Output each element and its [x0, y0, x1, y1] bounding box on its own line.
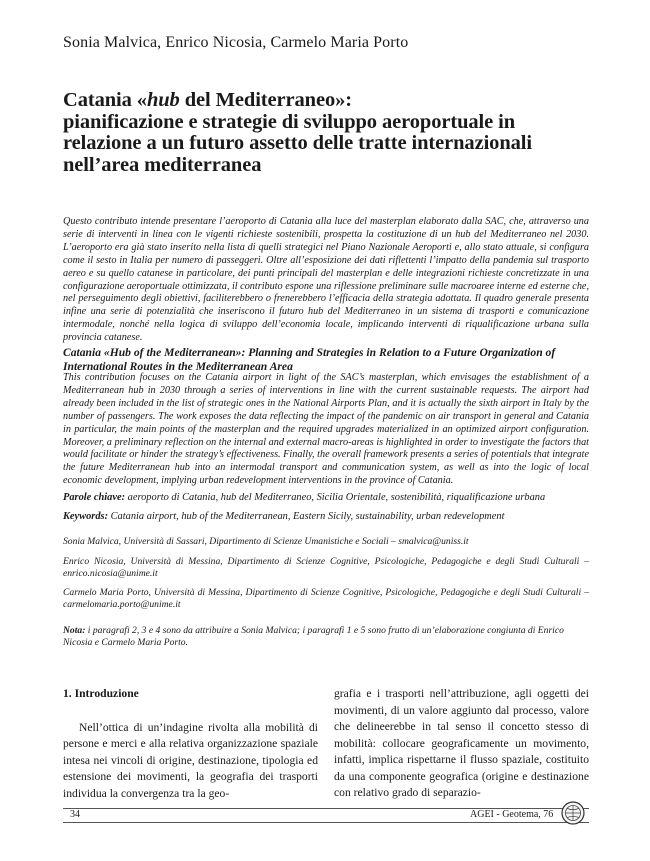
affiliation-nicosia: Enrico Nicosia, Università di Messina, Dipartimento di Scienze Cognitive, Psicologiche, Pedagogiche e degli Studi Culturali – enrico.nicosia@unime.it: [63, 556, 589, 580]
article-title: [63, 90, 603, 176]
title-line-3: relazione a un futuro assetto delle tratte internazionali: [63, 132, 532, 154]
keywords-italian: Parole chiave: aeroporto di Catania, hub del Mediterraneo, Sicilia Orientale, sostenibilità, riqualificazione urbana: [63, 492, 546, 503]
affiliation-porto: Carmelo Maria Porto, Università di Messina, Dipartimento di Scienze Cognitive, Psicologiche, Pedagogiche e degli Studi Culturali – carmelomaria.porto@unime.it: [63, 587, 589, 611]
page-number: 34: [70, 809, 80, 820]
title-line-4: nell’area mediterranea: [63, 153, 262, 176]
authorship-note: Nota: i paragrafi 2, 3 e 4 sono da attribuire a Sonia Malvica; i paragrafi 1 e 5 sono frutto di un’elaborazione congiunta di Enrico Nicosia e Carmelo Maria Porto.: [63, 625, 564, 649]
affiliation-malvica: Sonia Malvica, Università di Sassari, Dipartimento di Scienze Umanistiche e Sociali – smalvica@uniss.it: [63, 536, 469, 547]
agei-seal-icon: [561, 801, 585, 825]
abstract-italian: Questo contributo intende presentare l’aeroporto di Catania alla luce del masterplan elaborato dalla SAC, che, attraverso una serie di interventi in linea con le vigenti richieste sostenibili, prospetta la costituzione di un hub del Mediterraneo nel 2030. L’aeroporto era già stato inserito nella lista di quelli strategici nel Piano Nazionale Aeroporti e, allo stato attuale, si configura come il sesto in Italia per numero di passeggeri. Oltre all’esposizione dei dati riflettenti l’impatto della pandemia sul trasporto aereo e su quello catanese in particolare, dei punti principali del masterplan e delle integrazioni richieste concretizzate in una configurazione aeroportuale ottimizzata, il contributo espone una riflessione preliminare sulle macroaree interne ed esterne che, nel perseguimento degli obiettivi, faciliterebbero o frenerebbero l’efficacia della strategia adottata. Il quadro generale presenta infine una serie di potenzialità che inseriscono il futuro hub del Mediterraneo in un sistema di trasporti e comunicazione intermodale, nonché nella logica di sviluppo dell’economia locale, implicando interventi di riqualificazione urbana sulla provincia catanese.: [63, 216, 589, 344]
section-heading: 1. Introduzione: [63, 687, 139, 700]
english-title: Catania «Hub of the Mediterranean»: Planning and Strategies in Relation to a Future Organization of International Routes in the Mediterranean Area: [63, 346, 556, 373]
body-paragraph: Nell’ottica di un’indagine rivolta alla mobilità di persone e merci e alla relativa organizzazione spaziale intesa nei vincoli di origine, destinazione, tipologia ed estensione dei movimenti, la geografia dei trasporti individua la convergenza tra la geo-: [63, 720, 318, 800]
body-column-right: [334, 686, 589, 802]
keywords-english: Keywords: Catania airport, hub of the Mediterranean, Eastern Sicily, sustainability, urban redevelopment: [63, 511, 505, 522]
authors: Sonia Malvica, Enrico Nicosia, Carmelo Maria Porto: [63, 34, 409, 51]
journal-name: AGEI - Geotema, 76: [470, 809, 554, 820]
title-line-1: Catania «hub del Mediterraneo»:: [63, 89, 353, 111]
title-line-2: pianificazione e strategie di sviluppo aeroportuale in: [63, 110, 516, 133]
body-column-left: [63, 686, 318, 802]
abstract-english: This contribution focuses on the Catania airport in light of the SAC’s masterplan, which envisages the establishment of a Mediterranean hub in 2030 through a series of interventions in line with the current sustainable requests. The airport had already been included in the list of strategic ones in the National Airports Plan, and it is actually the sixth airport in Italy by the number of passengers. The work exposes the data reflecting the impact of the pandemic on air transport in general and Catania in particular, the main points of the masterplan and the required upgrades materialized in an optimized airport configuration. Moreover, a preliminary reflection on the internal and external macro-areas is highlighted in order to investigate the factors that would facilitate or hinder the strategy’s effectiveness. Finally, the overall framework presents a series of potentials that integrate the future Mediterranean hub into an intermodal transport and communication system, as well as into the logic of local economic development, implying urban redevelopment interventions in the province of Catania.: [63, 372, 589, 487]
body-paragraph-continued: grafia e i trasporti nell’attribuzione, agli oggetti dei movimenti, di un valore aggiunto dal processo, valore che delineerebbe in tal senso il concetto stesso di mobilità: collocare geograficamente un movimento, infatti, implica rispettarne il flusso spaziale, costituito da una componente geografica (origine e destinazione con relativo grado di separazio-: [334, 687, 589, 799]
